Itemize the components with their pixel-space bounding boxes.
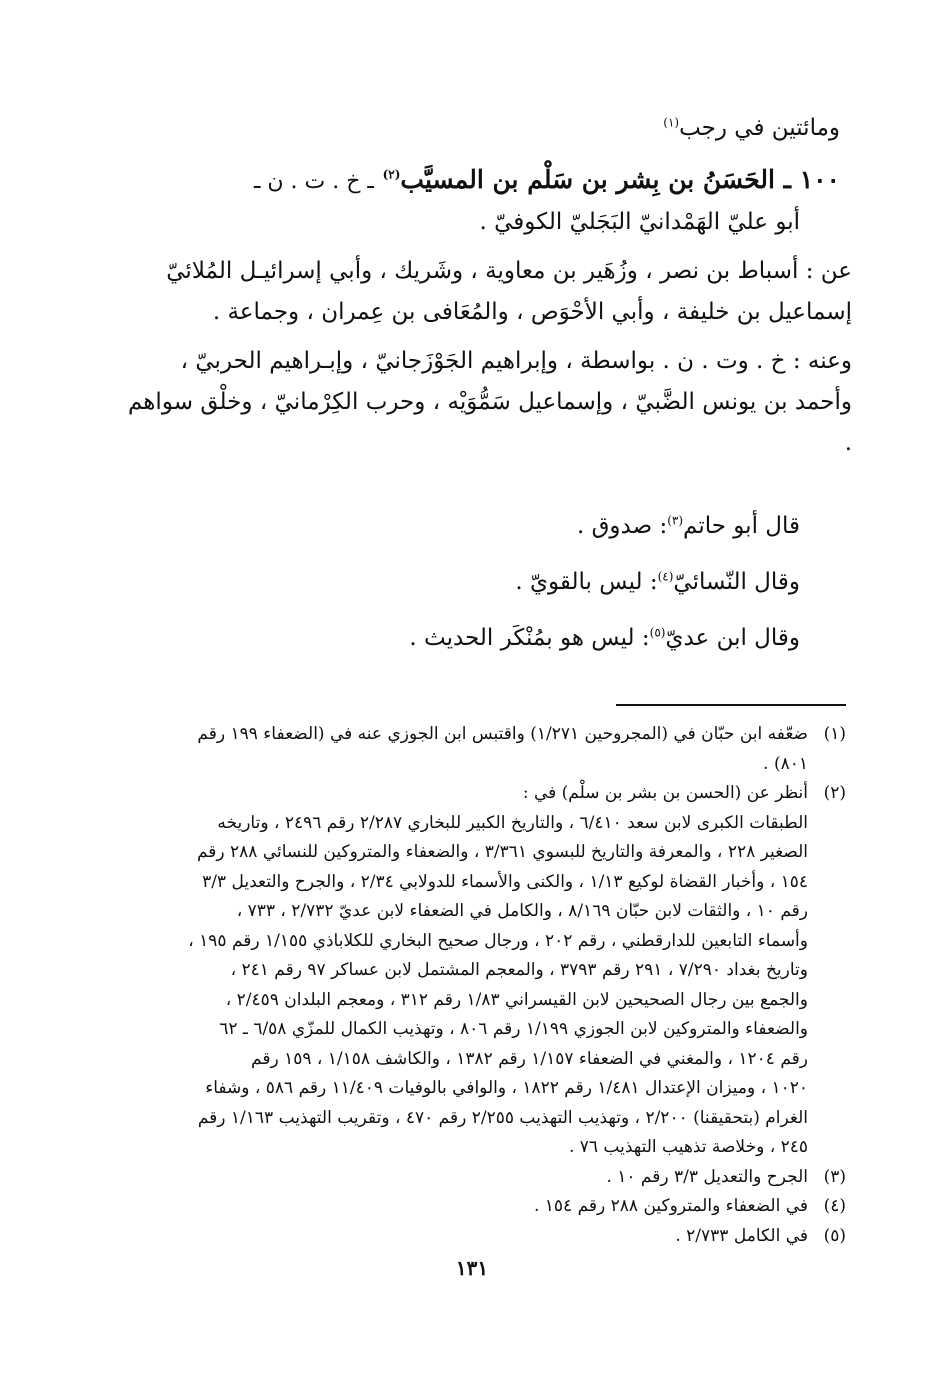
footnote-line: وتاريخ بغداد ٧/٢٩٠ ، ٢٩١ رقم ٣٧٩٣ ، والمعجم المشتمل لابن عساكر ٩٧ رقم ٢٤١ ، bbox=[230, 960, 808, 980]
teachers-line-1: عن : أسباط بن نصر ، وزُهَير بن معاوية ، وشَريك ، وأبي إسرائيـل المُلائيّ bbox=[166, 258, 852, 284]
footnote-line: الصغير ٢٢٨ ، والمعرفة والتاريخ للبسوي ٣/٣٦١ ، والضعفاء والمتروكين للنسائي ٢٨٨ رقم bbox=[196, 842, 808, 862]
footnote-line: وأسماء التابعين للدارقطني ، رقم ٢٠٢ ، ورجال صحيح البخاري للكلاباذي ١/١٥٥ رقم ١٩٥ ، bbox=[188, 930, 808, 951]
entry-kunya: أبو عليّ الهَمْدانيّ البَجَليّ الكوفيّ . bbox=[479, 209, 800, 235]
teachers-line-2: إسماعيل بن خليفة ، وأبي الأحْوَص ، والمُعَافى بن عِمران ، وجماعة . bbox=[212, 299, 852, 325]
quote-abu-hatim: قال أبو حاتم$^{(٣)}$: صدوق . bbox=[576, 513, 800, 539]
footnote-line: والجمع بين رجال الصحيحين لابن القيسراني ١/٨٣ رقم ٣١٢ ، ومعجم البلدان ٢/٤٥٩ ، bbox=[225, 989, 808, 1010]
footnote-line: والضعفاء والمتروكين لابن الجوزي ١/١٩٩ رقم ٨٠٦ ، وتهذيب الكمال للمزّي ٦/٥٨ ـ ٦٢ bbox=[219, 1019, 808, 1039]
footnote-number: (٤) bbox=[823, 1196, 846, 1216]
footnote-line: ١٠٢٠ ، وميزان الإعتدال ١/٤٨١ رقم ١٨٢٢ ، والوافي بالوفيات ١١/٤٠٩ رقم ٥٨٦ ، وشفاء bbox=[205, 1078, 808, 1098]
footnote-ref-4: (٤) bbox=[657, 569, 674, 584]
main-text bbox=[128, 108, 852, 666]
footnote-line: ١٥٤ ، وأخبار القضاة لوكيع ١/١٣ ، والكنى والأسماء للدولابي ٢/٣٤ ، والجرح والتعديل ٣/٣ bbox=[202, 871, 808, 892]
footnote-line: ٢٤٥ ، وخلاصة تذهيب التهذيب ٧٦ . bbox=[568, 1137, 808, 1157]
footnote-line: الطبقات الكبرى لابن سعد ٦/٤١٠ ، والتاريخ الكبير للبخاري ٢/٢٨٧ رقم ٢٤٩٦ ، وتاريخه bbox=[217, 812, 808, 833]
footnote-line: ٨٠١) . bbox=[763, 753, 808, 774]
footnote-number: (٣) bbox=[823, 1166, 846, 1187]
footnote-line: رقم ١٢٠٤ ، والمغني في الضعفاء ١/١٥٧ رقم ١٣٨٢ ، والكاشف ١/١٥٨ ، ١٥٩ رقم bbox=[251, 1048, 808, 1069]
footnote-number: (٢) bbox=[823, 783, 846, 803]
footnote-number: (٥) bbox=[823, 1225, 846, 1246]
footnote-ref-2: (٢) bbox=[382, 167, 401, 182]
footnote-line: الغرام (بتحقيقنا) ٢/٢٠٠ ، وتهذيب التهذيب ٢/٢٥٥ رقم ٤٧٠ ، وتقريب التهذيب ١/١٦٣ رقم bbox=[197, 1107, 808, 1128]
footnote-ref-1: (١) bbox=[663, 115, 680, 130]
footnote-ref-3: (٣) bbox=[667, 513, 684, 528]
footnote-5 bbox=[128, 1222, 852, 1252]
footnote-1 bbox=[128, 720, 852, 779]
entry-number: ١٠٠ ـ bbox=[783, 165, 840, 194]
footnote-line: ضعّفه ابن حبّان في (المجروحين ١/٢٧١) واقتبس ابن الجوزي عنه في (الضعفاء ١٩٩ رقم bbox=[197, 724, 808, 744]
entry-name: الحَسَنُ بن بِشر بن سَلْم بن المسيَّب bbox=[400, 165, 775, 194]
footnotes bbox=[128, 720, 852, 1251]
footnote-4 bbox=[128, 1192, 852, 1222]
students-line-1: وعنه : خ . وت . ن . بواسطة ، وإبراهيم الجَوْزَجانيّ ، وإبـراهيم الحربيّ ، bbox=[180, 348, 852, 374]
footnote-line: في الكامل ٢/٧٣٣ . bbox=[675, 1225, 808, 1246]
quote-ibn-adi: وقال ابن عديّ$^{(٥)}$: ليس هو بمُنْكَر الحديث . bbox=[409, 625, 800, 651]
footnote-line: أنظر عن (الحسن بن بشر بن سلْم) في : bbox=[522, 783, 808, 803]
footnote-number: (١) bbox=[823, 724, 846, 744]
entry-symbols: ـ خ . ت . ن ـ bbox=[253, 169, 374, 194]
footnote-line: في الضعفاء والمتروكين ٢٨٨ رقم ١٥٤ . bbox=[533, 1196, 808, 1216]
page-body bbox=[128, 108, 852, 1251]
continuation-line: ومائتين في رجب$^{(١)}$ bbox=[663, 115, 840, 141]
footnote-divider bbox=[616, 704, 846, 706]
footnote-line: الجرح والتعديل ٣/٣ رقم ١٠ . bbox=[606, 1166, 808, 1187]
footnote-2 bbox=[128, 779, 852, 1163]
footnote-3 bbox=[128, 1163, 852, 1193]
students-line-2: وأحمد بن يونس الضَّبيّ ، وإسماعيل سَمُّوَيْه ، وحرب الكِرْمانيّ ، وخلْق سواهم . bbox=[128, 389, 852, 456]
footnote-ref-5: (٥) bbox=[649, 625, 666, 640]
footnote-line: رقم ١٠ ، والثقات لابن حبّان ٨/١٦٩ ، والكامل في الضعفاء لابن عديّ ٢/٧٣٢ ، ٧٣٣ ، bbox=[236, 901, 808, 921]
quote-nasai: وقال النّسائيّ$^{(٤)}$: ليس بالقويّ . bbox=[515, 569, 800, 595]
entry-heading bbox=[128, 159, 852, 202]
page-number: ١٣١ bbox=[455, 1256, 489, 1280]
